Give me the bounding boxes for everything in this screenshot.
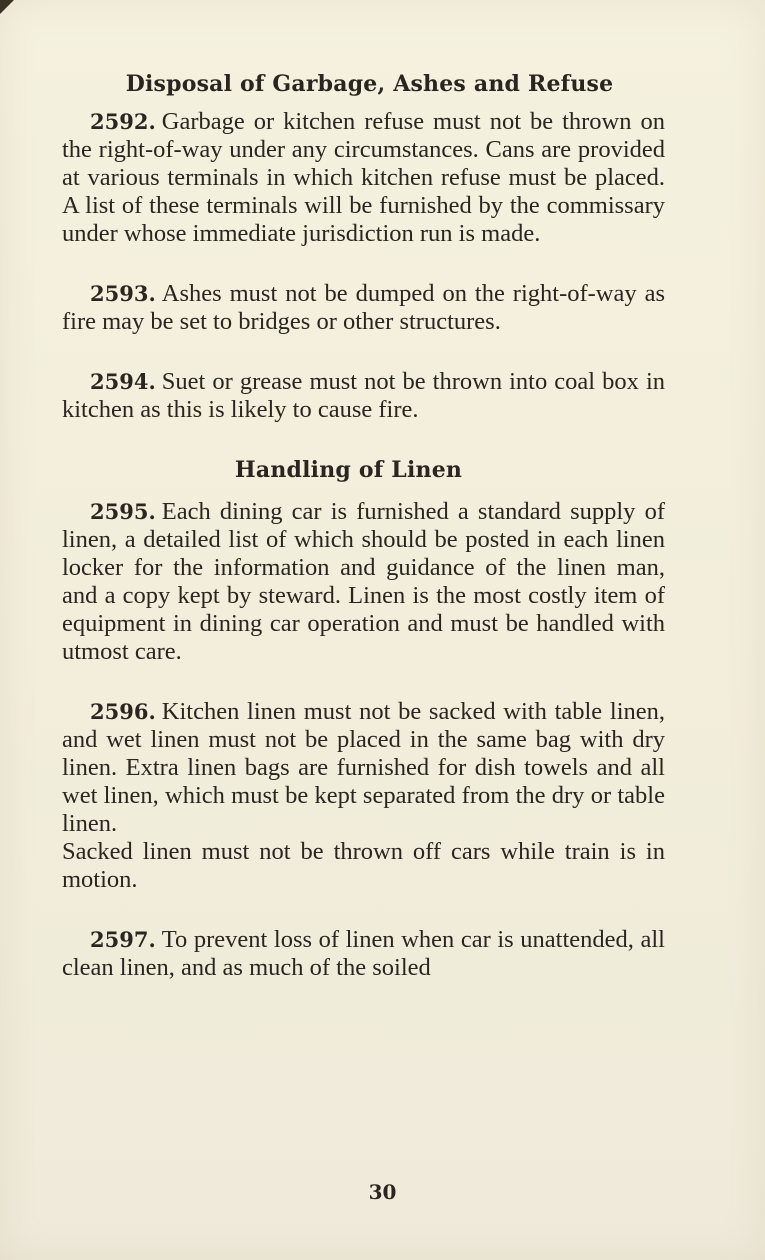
paragraph-number: 2593. [90,281,156,306]
paragraph-2595 [62,498,665,666]
paragraph-gap [62,248,665,280]
paragraph-number: 2596. [90,699,156,724]
paragraph-gap [62,666,665,698]
page-corner [0,0,14,14]
section-heading-garbage: Disposal of Garbage, Ashes and Refuse [125,71,614,97]
paragraph-text: Suet or grease must not be thrown into coal box in kitchen as this is likely to cause fire. [62,368,665,423]
paragraph-2596-continuation: Sacked linen must not be thrown off cars while train is in motion. [62,838,665,893]
paragraph-2593 [62,280,665,336]
paragraph-text: Ashes must not be dumped on the right-of-way as fire may be set to bridges or other structures. [62,280,665,335]
paragraph-number: 2594. [90,369,156,394]
paragraph-2597 [62,926,665,982]
paragraph-text: To prevent loss of linen when car is unattended, all clean linen, and as much of the soiled [62,926,665,981]
paragraph-number: 2597. [90,927,156,952]
paragraph-text: Kitchen linen must not be sacked with table linen, and wet linen must not be placed in the same bag with dry linen. Extra linen bags are furnished for dish towels and all wet linen, which must be kept separated from the dry or table linen. [62,698,665,837]
paragraph-2596 [62,698,665,838]
paragraph-number: 2595. [90,499,156,524]
paragraph-number: 2592. [90,109,156,134]
page-content [62,64,665,982]
paragraph-gap [62,894,665,926]
paragraph-text: Garbage or kitchen refuse must not be thrown on the right-of-way under any circumstances. Cans are provided at various terminals in which kitchen refuse must be placed. A list of these terminals will be furnished by the commissary under whose immediate jurisdiction run is made. [62,108,665,247]
paragraph-text: Each dining car is furnished a standard supply of linen, a detailed list of which should be posted in each linen locker for the information and guidance of the linen man, and a copy kept by steward. Linen is the most costly item of equipment in dining car operation and must be handled with utmost care. [62,498,665,665]
paragraph-gap [62,336,665,368]
section-heading-linen: Handling of Linen [234,457,463,483]
paragraph-2592 [62,108,665,248]
page-number: 30 [368,1180,397,1204]
paragraph-2594 [62,368,665,424]
